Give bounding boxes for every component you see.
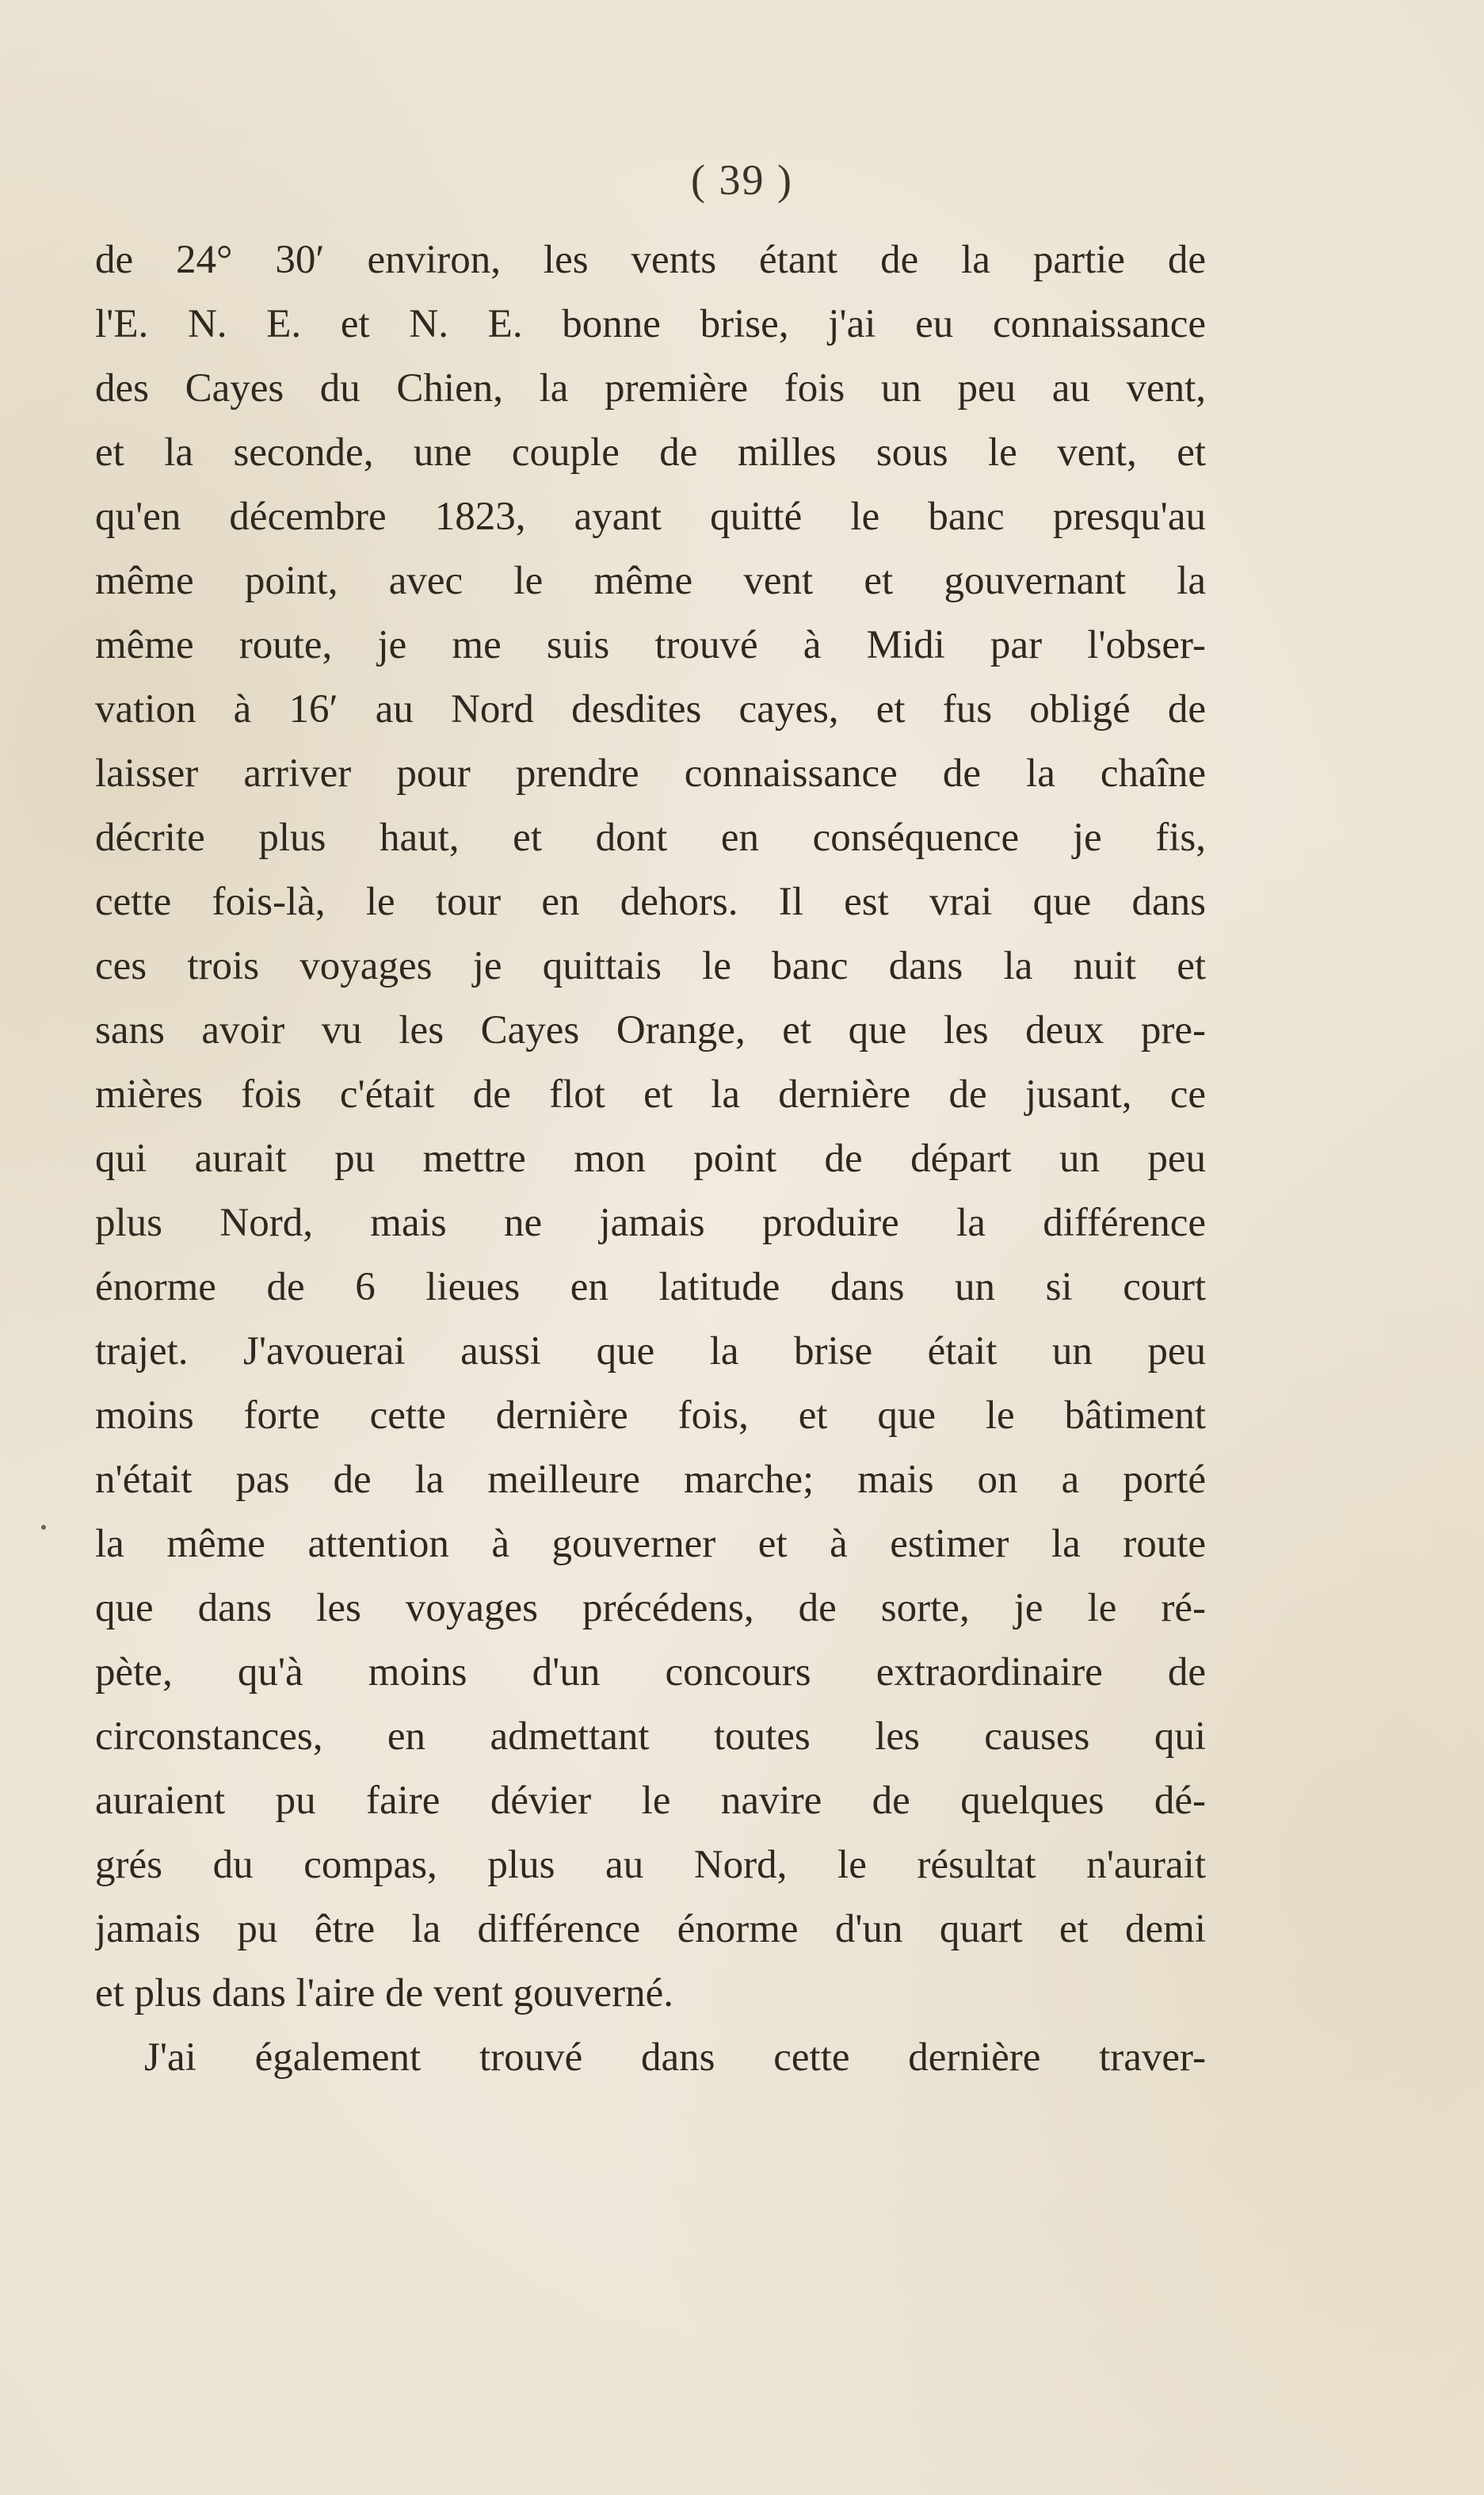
text-line: la même attention à gouverner et à estimer la route bbox=[95, 1522, 1206, 1566]
paragraph-1 bbox=[95, 228, 1206, 2026]
text-line: même point, avec le même vent et gouvernant la bbox=[95, 559, 1206, 603]
text-line: ces trois voyages je quittais le banc dans la nuit et bbox=[95, 944, 1206, 988]
text-line: que dans les voyages précédens, de sorte, je le ré- bbox=[95, 1586, 1206, 1630]
page-number: ( 39 ) bbox=[691, 156, 793, 204]
paper-speck bbox=[41, 1525, 46, 1530]
body-text bbox=[95, 228, 1206, 2090]
text-line: l'E. N. E. et N. E. bonne brise, j'ai eu connaissance bbox=[95, 302, 1206, 346]
text-line: décrite plus haut, et dont en conséquence je fis, bbox=[95, 816, 1206, 860]
text-line: et plus dans l'aire de vent gouverné. bbox=[95, 1971, 674, 2015]
text-line: des Cayes du Chien, la première fois un peu au vent, bbox=[95, 366, 1206, 411]
text-line: cette fois-là, le tour en dehors. Il est vrai que dans bbox=[95, 880, 1206, 924]
text-line: et la seconde, une couple de milles sous le vent, et bbox=[95, 430, 1206, 475]
text-line: sans avoir vu les Cayes Orange, et que les deux pre- bbox=[95, 1008, 1206, 1053]
text-line: moins forte cette dernière fois, et que le bâtiment bbox=[95, 1393, 1206, 1438]
text-line: même route, je me suis trouvé à Midi par l'obser- bbox=[95, 623, 1206, 667]
text-line: énorme de 6 lieues en latitude dans un si court bbox=[95, 1265, 1206, 1309]
text-line: de 24° 30′ environ, les vents étant de la partie de bbox=[95, 238, 1206, 282]
text-line: vation à 16′ au Nord desdites cayes, et fus obligé de bbox=[95, 687, 1206, 732]
text-line: auraient pu faire dévier le navire de quelques dé- bbox=[95, 1779, 1206, 1823]
text-line: grés du compas, plus au Nord, le résultat n'aurait bbox=[95, 1843, 1206, 1887]
text-line: qui aurait pu mettre mon point de départ un peu bbox=[95, 1137, 1206, 1181]
text-line: pète, qu'à moins d'un concours extraordinaire de bbox=[95, 1650, 1206, 1695]
text-line: jamais pu être la différence énorme d'un quart et demi bbox=[95, 1907, 1206, 1951]
text-line: n'était pas de la meilleure marche; mais on a porté bbox=[95, 1458, 1206, 1502]
text-line: laisser arriver pour prendre connaissance de la chaîne bbox=[95, 751, 1206, 796]
text-line: mières fois c'était de flot et la dernière de jusant, ce bbox=[95, 1072, 1206, 1117]
text-line: trajet. J'avouerai aussi que la brise était un peu bbox=[95, 1329, 1206, 1374]
paragraph-2 bbox=[95, 2026, 1206, 2090]
text-line: qu'en décembre 1823, ayant quitté le banc presqu'au bbox=[95, 495, 1206, 539]
text-line: J'ai également trouvé dans cette dernière traver- bbox=[144, 2035, 1206, 2080]
text-line: circonstances, en admettant toutes les causes qui bbox=[95, 1714, 1206, 1759]
text-line: plus Nord, mais ne jamais produire la différence bbox=[95, 1201, 1206, 1245]
